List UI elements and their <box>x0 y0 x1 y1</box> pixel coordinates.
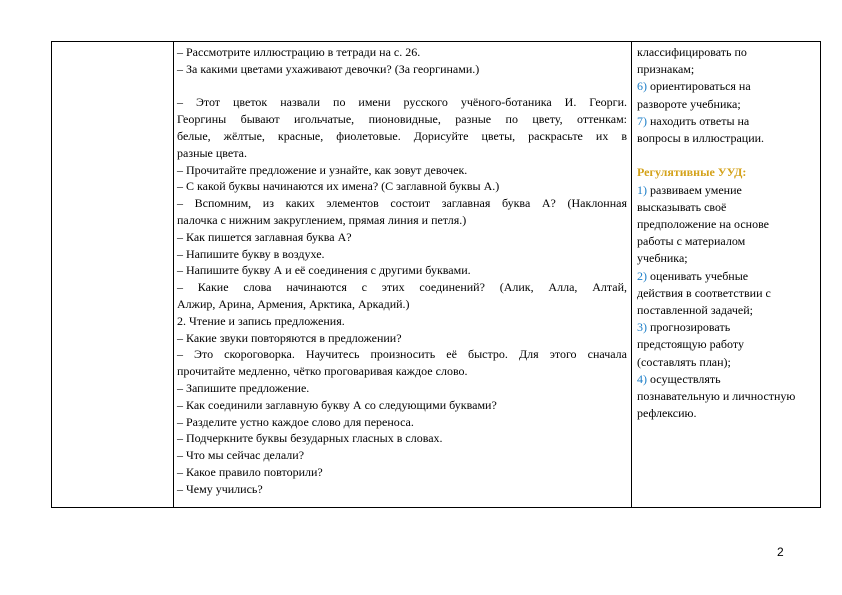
item-number: 7) <box>637 113 647 128</box>
blank-line <box>177 78 627 95</box>
item-number: 3) <box>637 320 647 335</box>
table-cell-middle <box>177 42 627 498</box>
text-line: поставленной задачей; <box>637 303 753 318</box>
text-line: разные цвета. <box>177 145 247 160</box>
text-line: – Этот цветок назвали по имени русского учёного-ботаника И. Георги. <box>177 95 627 110</box>
text-line: – Чему учились? <box>177 481 263 496</box>
text-line: классифицировать по <box>637 45 747 59</box>
text-line: – Разделите устно каждое слово для переноса. <box>177 414 414 429</box>
text-line: – Прочитайте предложение и узнайте, как зовут девочек. <box>177 162 468 177</box>
list-item <box>637 371 819 388</box>
list-item <box>637 78 819 95</box>
item-text: находить ответы на <box>647 113 750 128</box>
list-item <box>637 182 819 199</box>
text-line: 2. Чтение и запись предложения. <box>177 313 345 328</box>
text-line: предстоящую работу <box>637 337 744 352</box>
text-line: – Какие звуки повторяются в предложении? <box>177 330 402 345</box>
text-line: работы с материалом <box>637 234 746 249</box>
item-number: 6) <box>637 79 647 94</box>
text-line: действия в соответствии с <box>637 285 771 300</box>
text-line: предположение на основе <box>637 217 769 232</box>
item-text: осуществлять <box>647 371 721 386</box>
text-line: (составлять план); <box>637 354 731 369</box>
text-line: палочка с нижним закруглением, прямая линия и петля.) <box>177 212 467 227</box>
text-line: – Как пишется заглавная буква А? <box>177 229 352 244</box>
text-line: развороте учебника; <box>637 96 741 111</box>
text-line: – Что мы сейчас делали? <box>177 448 305 463</box>
text-line: – Напишите букву А и её соединения с другими буквами. <box>177 263 471 278</box>
list-item <box>637 113 819 130</box>
table-cell-right <box>637 42 819 422</box>
text-line: – Вспомним, из каких элементов состоит заглавная буква А? (Наклонная <box>177 196 627 211</box>
item-text: оценивать учебные <box>647 268 749 283</box>
list-item <box>637 268 819 285</box>
section-heading: Регулятивные УУД: <box>637 165 747 180</box>
text-line: – Запишите предложение. <box>177 380 310 395</box>
text-line: – Какое правило повторили? <box>177 464 323 479</box>
page-number: 2 <box>777 545 784 559</box>
text-line: – Рассмотрите иллюстрацию в тетради на с. 26. <box>177 45 421 59</box>
text-line: – С какой буквы начинаются их имена? (С заглавной буквы А.) <box>177 179 500 194</box>
text-line: высказывать своё <box>637 199 727 214</box>
column-divider-right <box>631 42 632 507</box>
item-text: ориентироваться на <box>647 79 751 94</box>
item-number: 2) <box>637 268 647 283</box>
text-line: учебника; <box>637 251 688 266</box>
text-line: белые, жёлтые, красные, фиолетовые. Дорисуйте цветы, раскрасьте их в <box>177 128 627 143</box>
text-line: – Как соединили заглавную букву А со следующими буквами? <box>177 397 497 412</box>
text-line: – Напишите букву в воздухе. <box>177 246 325 261</box>
text-line: прочитайте медленно, чётко проговаривая каждое слово. <box>177 364 468 379</box>
text-line: – Какие слова начинаются с этих соединений? (Алик, Алла, Алтай, <box>177 280 627 295</box>
item-number: 4) <box>637 371 647 386</box>
text-line: – За какими цветами ухаживают девочки? (За георгинами.) <box>177 61 480 76</box>
text-line: – Подчеркните буквы безударных гласных в словах. <box>177 431 443 446</box>
text-line: признакам; <box>637 62 695 77</box>
text-line: рефлексию. <box>637 406 697 421</box>
text-line: Алжир, Арина, Армения, Арктика, Аркадий.) <box>177 296 410 311</box>
column-divider-left <box>173 42 174 507</box>
text-line: вопросы в иллюстрации. <box>637 131 765 146</box>
text-line: познавательную и личностную <box>637 389 796 404</box>
blank-line <box>637 147 819 164</box>
lesson-table <box>51 41 821 508</box>
item-number: 1) <box>637 182 647 197</box>
text-line: Георгины бывают игольчатые, пионовидные, разные по цвету, оттенкам: <box>177 112 627 127</box>
text-line: – Это скороговорка. Научитесь произносить её быстро. Для этого сначала <box>177 347 627 362</box>
item-text: развиваем умение <box>647 182 742 197</box>
item-text: прогнозировать <box>647 320 731 335</box>
list-item <box>637 319 819 336</box>
